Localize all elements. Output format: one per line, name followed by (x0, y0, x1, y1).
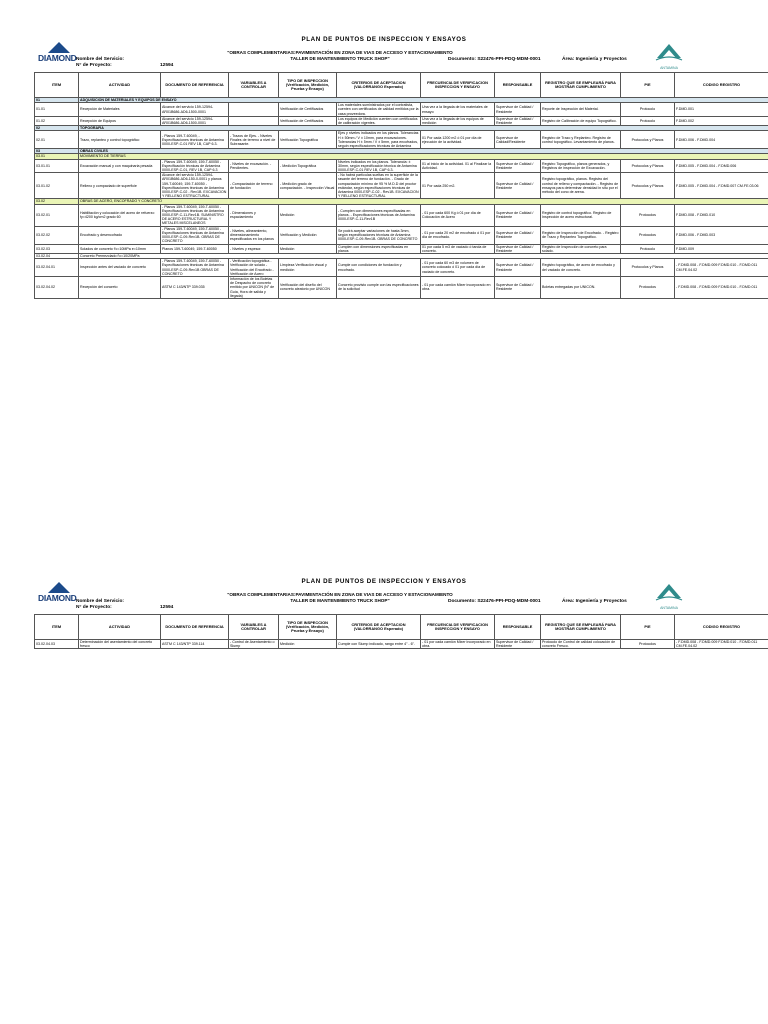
col-criterios: CRITERIOS DE ACEPTACION (VALORRANGO Esperado) (337, 615, 421, 640)
table-cell: Recepción de Equipos (79, 116, 161, 125)
table-cell: Supervisor de Calidad / Residente (495, 226, 541, 244)
table-cell: - Compactación de terreno de fundación (229, 173, 279, 199)
table-cell (229, 116, 279, 125)
section-item: 03.01 (35, 154, 79, 159)
table-row (35, 159, 768, 173)
table-cell: - Planos 159-T-60049, 159-T-60050 - Especificaciones técnicas de Antamina 0000-ESP-C-09-Rev1B OBRAS DE CONCRETO (161, 259, 229, 277)
table-cell: - 01 por cada camión Mixer incorporado en obra. (421, 276, 495, 298)
table-cell: F.DMD.009 (675, 244, 768, 253)
table-cell: F.DMD.006 - F.DMD.003 (675, 226, 768, 244)
table-cell: - Niveles y espesor. (229, 244, 279, 253)
table-cell: Encofrado y desencofrado (79, 226, 161, 244)
table-cell: Verificación de Certificados (279, 116, 337, 125)
table-cell: Verificación del diseño del concreto aleatorio por UNICON (279, 276, 337, 298)
table-cell: - Planos 159-T-60049, 159-T-60050 - Especificaciones técnicas de Antamina 0000-ESP-C-09-Rev1B. OBRAS DE CONCRETO (161, 226, 229, 244)
document-code: Documento: S22476-PPI-PDQ-MDM-0001 (448, 57, 541, 62)
table-cell: Protocolos (621, 640, 675, 649)
table-cell: Medición (279, 640, 337, 649)
col-variables: VARIABLES A CONTROLAR (229, 73, 279, 98)
table-cell: Supervisor de Calidad / Residente (495, 173, 541, 199)
page-title: PLAN DE PUNTOS DE INSPECCION Y ENSAYOS (301, 36, 467, 43)
table-cell: Supervisor de Calidad / Residente (495, 259, 541, 277)
table-cell: Limpieza Verificación visual y medición (279, 259, 337, 277)
col-responsable: RESPONSABLE (495, 615, 541, 640)
table-cell: Reporte de Inspección del Material. (541, 103, 621, 117)
table-row (35, 173, 768, 199)
table-cell: 03.02.04.03 (35, 640, 79, 649)
table-cell: F.DMD.006 - F.DMD.004 (675, 131, 768, 149)
table-cell: Supervisor de Calidad / Residente (495, 116, 541, 125)
table-cell: 03.02.02 (35, 226, 79, 244)
col-documento: DOCUMENTO DE REFERENCIA (161, 615, 229, 640)
table-cell: Protocolos y Planos (621, 173, 675, 199)
col-registro: REGISTRO QUE SE EMPLEARÁ PARA MOSTRAR CUMPLIMIENTO (541, 73, 621, 98)
col-registro: REGISTRO QUE SE EMPLEARÁ PARA MOSTRAR CUMPLIMIENTO (541, 615, 621, 640)
table-cell: Los equipos de Medición cuenten con certificados de calibración vigentes. (337, 116, 421, 125)
table-body-page1 (35, 98, 768, 299)
table-cell: Registro topográfico, de acero de encofrado y del vaciado de concreto. (541, 259, 621, 277)
table-cell: Solados de concreto f'c=10MPa e=10mm (79, 244, 161, 253)
table-cell: Registro Topográfico, planos generados, y Registros de inspección de Excavación. (541, 159, 621, 173)
table-row (35, 131, 768, 149)
table-cell: - Control de Asentamiento o Slump (229, 640, 279, 649)
table-cell: F.DMD.002 (675, 116, 768, 125)
table-cell: Cumple con condiciones de fundación y encofrado. (337, 259, 421, 277)
project-number: 12594 (160, 605, 174, 610)
antamina-logo: ANTAMINA (654, 580, 684, 606)
table-cell: Recepción de Materiales (79, 103, 161, 117)
table-cell: F.DMD.001 (675, 103, 768, 117)
subtitle-line2: TALLER DE MANTENIMIENTO TRUCK SHOP" (290, 598, 390, 603)
section-title: Concreto Premezclado f'c=10/20MPa (79, 253, 768, 258)
table-cell: Una vez a la llegada de los materiales de ensayo (421, 103, 495, 117)
table-cell: Información de los Boletas de Despacho de concreto emitido por UNICON (N° de Guía, Hora de salida y llegada) (229, 276, 279, 298)
table-cell: - 01 por cada 60 m3 de volumen de concreto colocado ó 01 por cada día de vaciado de concreto. (421, 259, 495, 277)
table-cell: - 01 por cada 600 Kg ó 01 por día de Colocación de Acero (421, 204, 495, 226)
table-cell: 01.02 (35, 116, 79, 125)
table-cell: Determinación del asentamiento del concreto fresco (79, 640, 161, 649)
table-body-page2 (35, 640, 768, 649)
table-cell: - 01 por cada camión Mixer incorporado en obra. (421, 640, 495, 649)
table-cell: Protocolo (621, 244, 675, 253)
table-row (35, 116, 768, 125)
table-cell: Cumple con Slump indicado, rango entre 4" - 6". (337, 640, 421, 649)
project-number: 12594 (160, 63, 174, 68)
diamond-logo: DIAMOND (38, 42, 82, 72)
table-row (35, 259, 768, 277)
table-cell: F.DMD.008 - F.DMD.010 (675, 204, 768, 226)
table-cell: - F.DMD.008 - F.DMD.009 F.DMD.010 - F.DMD.011 CM.FE.04.02 (675, 259, 768, 277)
col-documento: DOCUMENTO DE REFERENCIA (161, 73, 229, 98)
inspection-table-page2 (34, 614, 768, 649)
area-label: Área: Ingeniería y Proyectos (562, 57, 627, 62)
section-title: OBRAS DE ACERO, ENCOFRADO Y CONCRETO (79, 199, 768, 204)
page-title: PLAN DE PUNTOS DE INSPECCION Y ENSAYOS (301, 578, 467, 585)
table-cell: Una vez a la llegada de los equipos de medición (421, 116, 495, 125)
service-label: Nombre del Servicio: (76, 57, 124, 62)
col-frecuencia: FRECUENCIA DE VERIFICACION INSPECCION Y ENSAYO (421, 73, 495, 98)
col-pe: P/E (621, 73, 675, 98)
table-cell: Cumplen con dimensiones especificadas en planos (337, 244, 421, 253)
table-cell: Trazo, replanteo y control topográfico (79, 131, 161, 149)
table-cell: Protocolo (621, 116, 675, 125)
table-cell: Los materiales suministrados por el contratista, cuenten con certificados de calidad emitidos por la casa proveedora. (338, 103, 419, 116)
table-header-row (35, 615, 768, 640)
table-cell: - No habrá partículas sueltas en la superficie de la rasante del terreno de fundación. - Grado de compactación mínimo de 95 % M.D.D del proctor estándar, según especificaciones técnicas de Antamina 0000-ESP-C-02 - Rev1B. EXCAVACION Y RELLENO ESTRUCTURAL (338, 173, 419, 199)
col-actividad: ACTIVIDAD (79, 73, 161, 98)
table-cell: - Planos 159-T-60049, 159-T-60050 - Especificación técnicas de Antamina 0000-ESP-C-01, REV 1B, CAP 6.3 (161, 159, 229, 173)
table-cell: Registro de control topográfico. Registro de Inspección de acero estructural. (541, 204, 621, 226)
table-cell: Habilitación y colocación del acero de refuerzo fy=4200 kg/cm2 grado 60 (79, 204, 161, 226)
table-cell: F.DMD.005 - F.DMD.004 - F.DMD.007 CM.FE.03.06 (675, 173, 768, 199)
table-cell: Planos 159-T-60049, 159-T-60050 (161, 244, 229, 253)
table-cell: Protocolos (621, 204, 675, 226)
table-cell: Supervisor de Calidad/Residente (495, 131, 541, 149)
table-cell: Supervisor de Calidad / Residente (495, 244, 541, 253)
table-row (35, 244, 768, 253)
table-cell: - Medición grado de compactación. - Inspección Visual (279, 173, 337, 199)
table-cell: - F.DMD.008 - F.DMD.009 F.DMD.010 - F.DMD.011 CM.FE.04.02 (675, 640, 768, 649)
table-cell: - Medición Topográfica (279, 159, 337, 173)
section-item: 03 (35, 149, 79, 154)
table-header-row (35, 73, 768, 98)
project-label: N° de Proyecto: (76, 605, 112, 610)
col-actividad: ACTIVIDAD (79, 615, 161, 640)
table-cell: Supervisor de Calidad / Residente (495, 159, 541, 173)
table-cell: Concreto provisto cumple con las especificaciones de la solicitud (337, 276, 421, 298)
section-title: MOVIMIENTO DE TIERRAS (79, 154, 768, 159)
table-cell: Excavación manual y con maquinaria pesada (79, 159, 161, 173)
table-cell: Protocolos (621, 226, 675, 244)
table-cell (229, 103, 279, 117)
table-cell: Supervisor de Calidad / Residente (495, 204, 541, 226)
document-code: Documento: S22476-PPI-PDQ-MDM-0001 (448, 599, 541, 604)
table-cell: 03.01.01 (35, 159, 79, 173)
col-item: ITEM (35, 615, 79, 640)
section-item: 03.02 (35, 199, 79, 204)
table-cell: Verificación y Medición (279, 226, 337, 244)
table-cell: ASTM C 143/NTP 339.035 (161, 276, 229, 298)
col-variables: VARIABLES A CONTROLAR (229, 615, 279, 640)
table-cell: - Planos 159-T-60049, - Especificaciones técnicas de Antamina 0000-ESP-C-01 REV 1B, CAP 6.3. (161, 131, 229, 149)
section-title: TOPOGRAFIA (79, 126, 768, 131)
table-cell: - Cumplen con dimensiones especificadas en planos. - Especificaciones técnicas de Antamina 0000-ESP-C-11-Rev1B (337, 204, 421, 226)
table-cell: Verificación de Certificados (279, 103, 337, 117)
table-cell: - 01 por cada 20 m2 de encofrado ó 01 por día de encofrado. (421, 226, 495, 244)
table-cell: Boletas entregadas por UNICON. (541, 276, 621, 298)
table-row (35, 640, 768, 649)
table-cell: Supervisor de Calidad / Residente (495, 103, 541, 117)
col-codigo: CODIGO REGISTRO (675, 73, 768, 98)
table-cell: Protocolo de Control de calidad colocación de concreto Fresco. (541, 640, 621, 649)
col-responsable: RESPONSABLE (495, 73, 541, 98)
service-label: Nombre del Servicio: (76, 599, 124, 604)
table-cell: 02.01 (35, 131, 79, 149)
table-cell: Supervisor de Calidad / Residente (495, 640, 541, 649)
section-item: 02 (35, 126, 79, 131)
table-cell: Medición (279, 204, 337, 226)
project-label: N° de Proyecto: (76, 63, 112, 68)
table-cell: Protocolos (621, 276, 675, 298)
table-row (35, 204, 768, 226)
table-cell: - Planos 159-T-60049, 159-T-60050 - Especificaciones técnicas de Antamina 0000-ESP-C-11-Rev1B. SUMINISTRO DE ACERO ESTRUCTURAL Y METALES MISCELANEOS (161, 204, 229, 226)
table-cell: Alcance del servicio 159-12594-AR01B686-AD6-1500-0001 (161, 116, 229, 125)
col-item: ITEM (35, 73, 79, 98)
table-cell: Recepción del concreto (79, 276, 161, 298)
table-cell: 01.01 (35, 103, 79, 117)
antamina-logo: ANTAMINA (654, 40, 684, 66)
subtitle-line1: "OBRAS COMPLEMENTARIAS:PAVIMENTACIÓN EN ZONA DE VIAS DE ACCESO Y ESTACIONAMIENTO (227, 50, 453, 55)
table-cell: Registro de Trazo y Replanteo. Registro de control topográfico. Levantamiento de planos. (541, 131, 621, 149)
table-cell: Alcance del servicio 159-12594-AR01B686-AD6-1500-0001 (161, 103, 229, 117)
table-cell: Registro de Inspección de concreto para solado. (541, 244, 621, 253)
subtitle-line1: "OBRAS COMPLEMENTARIAS:PAVIMENTACIÓN EN ZONA DE VIAS DE ACCESO Y ESTACIONAMIENTO (227, 592, 453, 597)
table-cell: 01 por cada 5 m3 de vaciado ó tanda de concreto. (421, 244, 495, 253)
table-cell: Inspección antes del vaciado de concreto (79, 259, 161, 277)
table-cell: Registro topográfico, planos. Registro del control de relleno y compactación. - Registro de ensayos para determinar densidad in situ por el método del cono de arena. (541, 173, 621, 199)
table-cell: Protocolos y Planos (621, 159, 675, 173)
table-cell: 03.02.04.01 (35, 259, 79, 277)
table-cell: Supervisor de Calidad / Residente (495, 276, 541, 298)
table-cell: Alcance del servicio 159-12594-AR01B686-AD6-150-0-0001 y planos 159-T-60049, 159-T-60050 - Especificaciones técnicas de Antamina 0000-ESP-C-02 - Rev1B. EXCAVACION Y RELLENO ESTRUCTURAL (161, 173, 229, 199)
table-row (35, 226, 768, 244)
col-tipo: TIPO DE INSPECCION (Verificación, Medición, Prueba y Ensayo) (279, 615, 337, 640)
section-item: 01 (35, 98, 79, 103)
table-cell: - F.DMD.008 - F.DMD.009 F.DMD.010 - F.DMD.011 (675, 276, 768, 298)
table-cell: Registro de Inspección de Encofrado. - Registro de Trazo y Replanteo Topográfico. (541, 226, 621, 244)
col-pe: P/E (621, 615, 675, 640)
table-cell: 01 al inicio de la actividad. 01 al Finalizar la Actividad. (421, 159, 495, 173)
table-cell: 03.02.01 (35, 204, 79, 226)
table-cell: Ejes y niveles indicados en los planos. Tolerancias H ± 50mm / V ± 10mm, para excavaciones. Tolerancias H ± 5mm / V ± 5mm, para encofrados, seguin especificaciones técnicas de Antamina (337, 131, 421, 149)
col-frecuencia: FRECUENCIA DE VERIFICACION INSPECCION Y ENSAYO (421, 615, 495, 640)
table-cell: ASTM C 143/NTP 339.114 (161, 640, 229, 649)
table-cell: - Verificación topográfica - Verificación de solado - Verificación del Encofrado - Verificación de Acero (229, 259, 279, 277)
table-cell: - Niveles, alineamiento, dimensionamiento especificados en los planos (229, 226, 279, 244)
table-cell: Niveles indicados en los planos. Tolerancia: ± 30mm, según especificación técnica de Antamina 0000-ESP-C-01 REV 1B, CAP 6.3. (337, 159, 421, 173)
table-cell: Registro de Calibración de equipo Topográfico. (541, 116, 621, 125)
area-label: Área: Ingeniería y Proyectos (562, 599, 627, 604)
table-cell: Protocolos y Planos (621, 259, 675, 277)
subtitle-line2: TALLER DE MANTENIMIENTO TRUCK SHOP" (290, 56, 390, 61)
table-cell: F.DMD.005 - F.DMD.004 - F.DMD.006 (675, 159, 768, 173)
section-item: 03.02.04 (35, 253, 79, 258)
table-cell: Verificación Topográfica (279, 131, 337, 149)
table-cell: 03.02.04.02 (35, 276, 79, 298)
table-cell: 03.02.03 (35, 244, 79, 253)
section-title: OBRAS CIVILES (79, 149, 768, 154)
table-cell: - Trazos de Ejes. - Niveles Finales de terreno a nivel de Subrasante. (229, 131, 279, 149)
table-cell: 01 Por cada 250 m2. (421, 173, 495, 199)
diamond-logo: DIAMOND (38, 582, 82, 612)
table-cell: Protocolos y Planos (621, 131, 675, 149)
table-cell: Se podrá aceptar variaciones de hasta 3mm, según especificaciones técnicas de Antamina 0000-ESP-C-09-Rev1B. OBRAS DE CONCRETO (337, 226, 421, 244)
inspection-table-page1 (34, 72, 768, 299)
table-row (35, 103, 768, 117)
section-title: ADQUISICION DE MATERIALES Y EQUIPOS DE ENSAYO (79, 98, 768, 103)
table-cell: 01 Por cada 1200 m2 ó 01 por día de ejecución de la actividad. (421, 131, 495, 149)
col-tipo: TIPO DE INSPECCION (Verificación, Medición, Prueba y Ensayo) (279, 73, 337, 98)
table-cell: - Niveles de excavación. - Pendientes. (229, 159, 279, 173)
col-criterios: CRITERIOS DE ACEPTACION (VALORRANGO Esperado) (337, 73, 421, 98)
table-cell: Protocolo (621, 103, 675, 117)
col-codigo: CODIGO REGISTRO (675, 615, 768, 640)
table-cell: Relleno y compactado de superficie (79, 173, 161, 199)
table-cell: 03.01.02 (35, 173, 79, 199)
table-row (35, 276, 768, 298)
table-cell: Medición (279, 244, 337, 253)
table-cell: - Dimensiones y espaciamiento (229, 204, 279, 226)
